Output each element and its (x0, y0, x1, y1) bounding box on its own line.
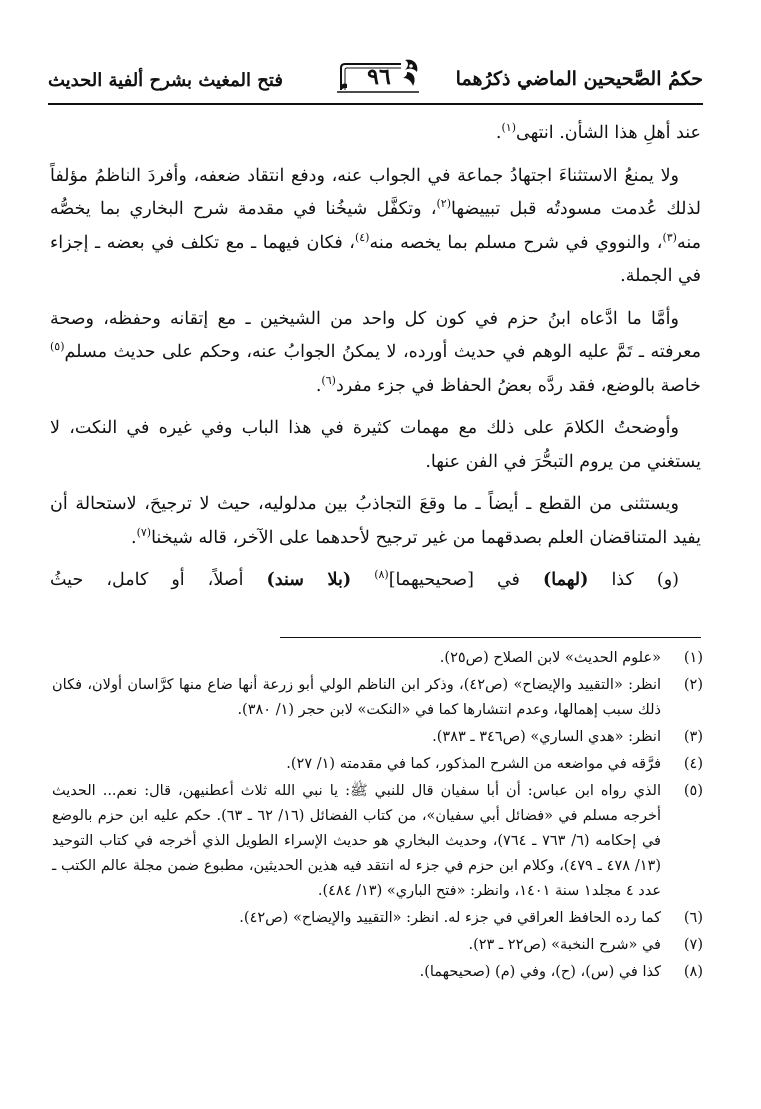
footnote-ref: (٥) (50, 340, 65, 354)
page-number: ٩٦ (367, 64, 391, 90)
footnote-ref: (٨) (374, 568, 389, 582)
footnote-ref: (٤) (354, 230, 370, 244)
footnote-ref: (١) (501, 121, 516, 135)
footnote-8: (٨) كذا في (س)، (ح)، وفي (م) (صحيحهما). (419, 964, 703, 980)
footnote-3: (٣) انظر: «هدي الساري» (ص٣٤٦ ـ ٣٨٣). (432, 729, 703, 745)
footnote-2: (٢) انظر: «التقييد والإيضاح» (ص٤٢)، وذكر ابن الناظم الولي أبو زرعة أنها ضاع منها كرَّاسان أولان، فكان ذلك سبب إهمالها، وعدم انتشارها كما في «النكت» لابن حجر (١/ ٣٨٠). (52, 677, 703, 718)
page-header (48, 58, 703, 100)
page-number-box (333, 58, 423, 94)
footnotes (52, 646, 703, 987)
footnote-5: (٥) الذي رواه ابن عباس: أن أبا سفيان قال للنبي ﷺ: يا نبي الله ثلاث أعطنيهن، قال: نعم... الحديث أخرجه مسلم في «فضائل أبي سفيان»، من كتاب الفضائل (١٦/ ٦٢ ـ ٦٣). حكم عليه ابن حزم بالوضع في إحكامه (٦/ ٧٦٣ ـ ٧٦٤)، وحديث البخاري هو حديث الإسراء الطويل الذي أخرجه في كتاب التوحيد (١٣/ ٤٧٨ ـ ٤٧٩)، وكلام ابن حزم في جزء له انتقد فيه هذين الحديثين، مطبوع ضمن مجلة عالم الكتب ـ عدد ٤ مجلد١ سنة ١٤٠١، وانظر: «فتح الباري» (١٣/ ٤٨٤). (52, 783, 703, 899)
header-divider (48, 103, 703, 105)
chapter-title: حكمُ الصَّحيحين الماضي ذكرُهما (455, 68, 703, 90)
footnote-7: (٧) في «شرح النخبة» (ص٢٢ ـ ٢٣). (468, 937, 703, 953)
footnote-ref: (٢) (436, 197, 452, 211)
paragraph-5: ويستثنى من القطع ـ أيضاً ـ ما وقعَ التجاذبُ بين مدلوليه، حيث لا ترجيحَ، لاستحالة أن يفيد المتناقضان العلم بصدقهما من غير ترجيح لأحدهما على الآخر، قاله شيخنا$^{(٧)}$. (50, 494, 701, 548)
footnote-ref: (٦) (321, 373, 336, 387)
footnote-divider (280, 637, 701, 638)
main-text (50, 117, 701, 607)
paragraph-2: ولا يمنعُ الاستثناءَ اجتهادُ جماعة في الجواب عنه، ودفع انتقاد ضعفه، وأفردَ الناظمُ مؤلفاً لذلك عُدمت مسودتُه قبل تبييضها$^{(٢)}$، وتكفَّل شيخُنا في مقدمة شرح البخاري بما يخصُّه منه$^{(٣)}$، والنووي في شرح مسلم بما يخصه منه$^{(٤)}$، فكان فيهما ـ مع تكلف في بعضه ـ إجزاء في الجملة. (50, 165, 701, 286)
paragraph-4: وأوضحتُ الكلامَ على ذلك مع مهمات كثيرة في هذا الباب وفي غيره في النكت، لا يستغني من يروم التبحُّرَ في الفن عنها. (50, 418, 701, 472)
paragraph-1: عند أهلِ هذا الشأن. انتهى$^{(١)}$. (495, 121, 701, 143)
footnote-ref: (٣) (662, 230, 677, 244)
paragraph-3: وأمَّا ما ادَّعاه ابنُ حزم في كون كل واحد من الشيخين ـ مع إتقانه وحفظه، وصحة معرفته ـ تَمَّ عليه الوهم في حديث أورده، لا يمكنُ الجوابُ عنه، وحكم على حديث مسلم$^{(٥)}$ خاصة بالوضع، فقد ردَّه بعضُ الحفاظ في جزء مفرد$^{(٦)}$. (50, 308, 701, 396)
footnote-4: (٤) فرَّقه في مواضعه من الشرح المذكور، كما في مقدمته (١/ ٢٧). (286, 756, 703, 772)
footnote-ref: (٧) (136, 525, 152, 539)
footnote-6: (٦) كما رده الحافظ العراقي في جزء له. انظر: «التقييد والإيضاح» (ص٤٢). (239, 910, 703, 926)
paragraph-6: (و) كذا (لهما) في [صحيحيهما]$^{(٨)}$ (بلا سند) أصلاً، أو كامل، حيثُ (50, 568, 679, 590)
book-title: فتح المغيث بشرح ألفية الحديث (48, 70, 283, 91)
footnote-1: (١) «علوم الحديث» لابن الصلاح (ص٢٥). (439, 650, 703, 666)
